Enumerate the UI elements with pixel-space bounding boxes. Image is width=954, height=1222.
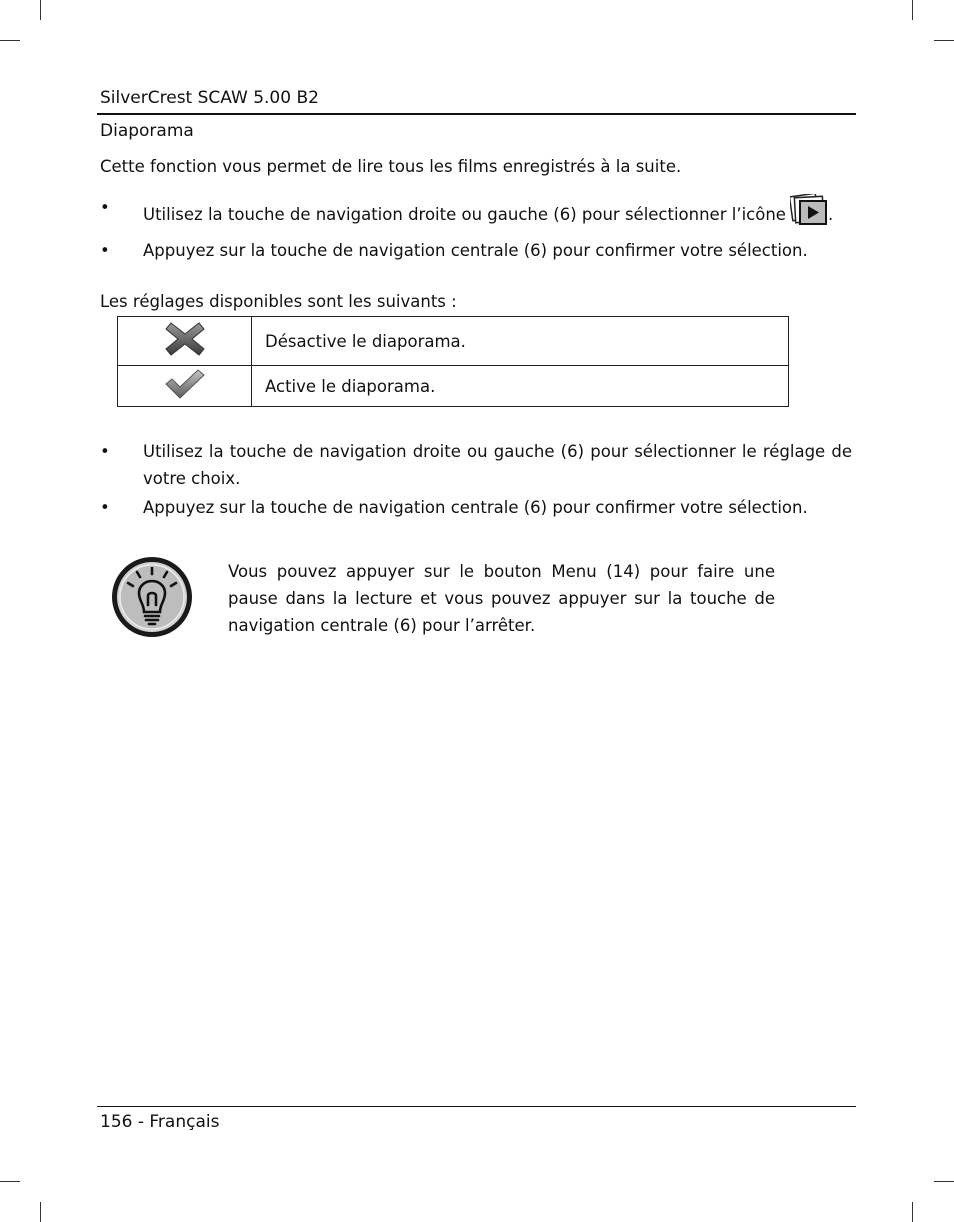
list-item-text: Utilisez la touche de navigation droite ou gauche (6) pour sélectionner l’icône bbox=[143, 205, 786, 224]
bullet-list-top bbox=[100, 194, 852, 264]
list-item bbox=[100, 494, 852, 521]
header-divider bbox=[97, 113, 856, 115]
section-title: Diaporama bbox=[100, 121, 194, 141]
lightbulb-icon bbox=[111, 556, 195, 644]
settings-table bbox=[117, 316, 789, 407]
document-header-title: SilverCrest SCAW 5.00 B2 bbox=[100, 88, 319, 108]
table-row bbox=[118, 366, 789, 407]
bullet-list-bottom bbox=[100, 438, 852, 521]
list-item bbox=[100, 194, 852, 234]
crop-mark bbox=[40, 1202, 41, 1222]
footer-divider bbox=[97, 1106, 856, 1107]
slideshow-icon bbox=[790, 194, 828, 234]
crop-mark bbox=[0, 40, 20, 41]
intro-paragraph: Cette fonction vous permet de lire tous les films enregistrés à la suite. bbox=[100, 157, 682, 176]
crop-mark bbox=[912, 1202, 913, 1222]
bullet-symbol: • bbox=[100, 198, 110, 217]
crop-mark bbox=[934, 40, 954, 41]
cross-icon bbox=[165, 342, 205, 361]
list-item-text: Appuyez sur la touche de navigation centrale (6) pour confirmer votre sélection. bbox=[143, 498, 808, 517]
table-icon-cell bbox=[118, 317, 252, 366]
table-icon-cell bbox=[118, 366, 252, 407]
crop-mark bbox=[0, 1181, 20, 1182]
crop-mark bbox=[934, 1181, 954, 1182]
crop-mark bbox=[40, 0, 41, 20]
bullet-symbol: • bbox=[100, 442, 110, 461]
list-item bbox=[100, 438, 852, 492]
table-label-cell: Désactive le diaporama. bbox=[252, 317, 789, 366]
settings-intro: Les réglages disponibles sont les suivants : bbox=[100, 292, 457, 311]
tip-text: Vous pouvez appuyer sur le bouton Menu (14) pour faire une pause dans la lecture et vous pouvez appuyer sur la touche de navigation centrale (6) pour l’arrêter. bbox=[228, 562, 775, 635]
page-number: 156 - Français bbox=[100, 1112, 220, 1132]
table-row bbox=[118, 317, 789, 366]
list-item bbox=[100, 237, 852, 264]
bullet-symbol: • bbox=[100, 241, 110, 260]
crop-mark bbox=[912, 0, 913, 20]
list-item-text: Utilisez la touche de navigation droite ou gauche (6) pour sélectionner le réglage de votre choix. bbox=[143, 442, 852, 488]
list-item-trailing: . bbox=[827, 205, 834, 224]
check-icon bbox=[165, 384, 205, 403]
bullet-symbol: • bbox=[100, 498, 110, 517]
list-item-text: Appuyez sur la touche de navigation centrale (6) pour confirmer votre sélection. bbox=[143, 241, 808, 260]
table-label-cell: Active le diaporama. bbox=[252, 366, 789, 407]
